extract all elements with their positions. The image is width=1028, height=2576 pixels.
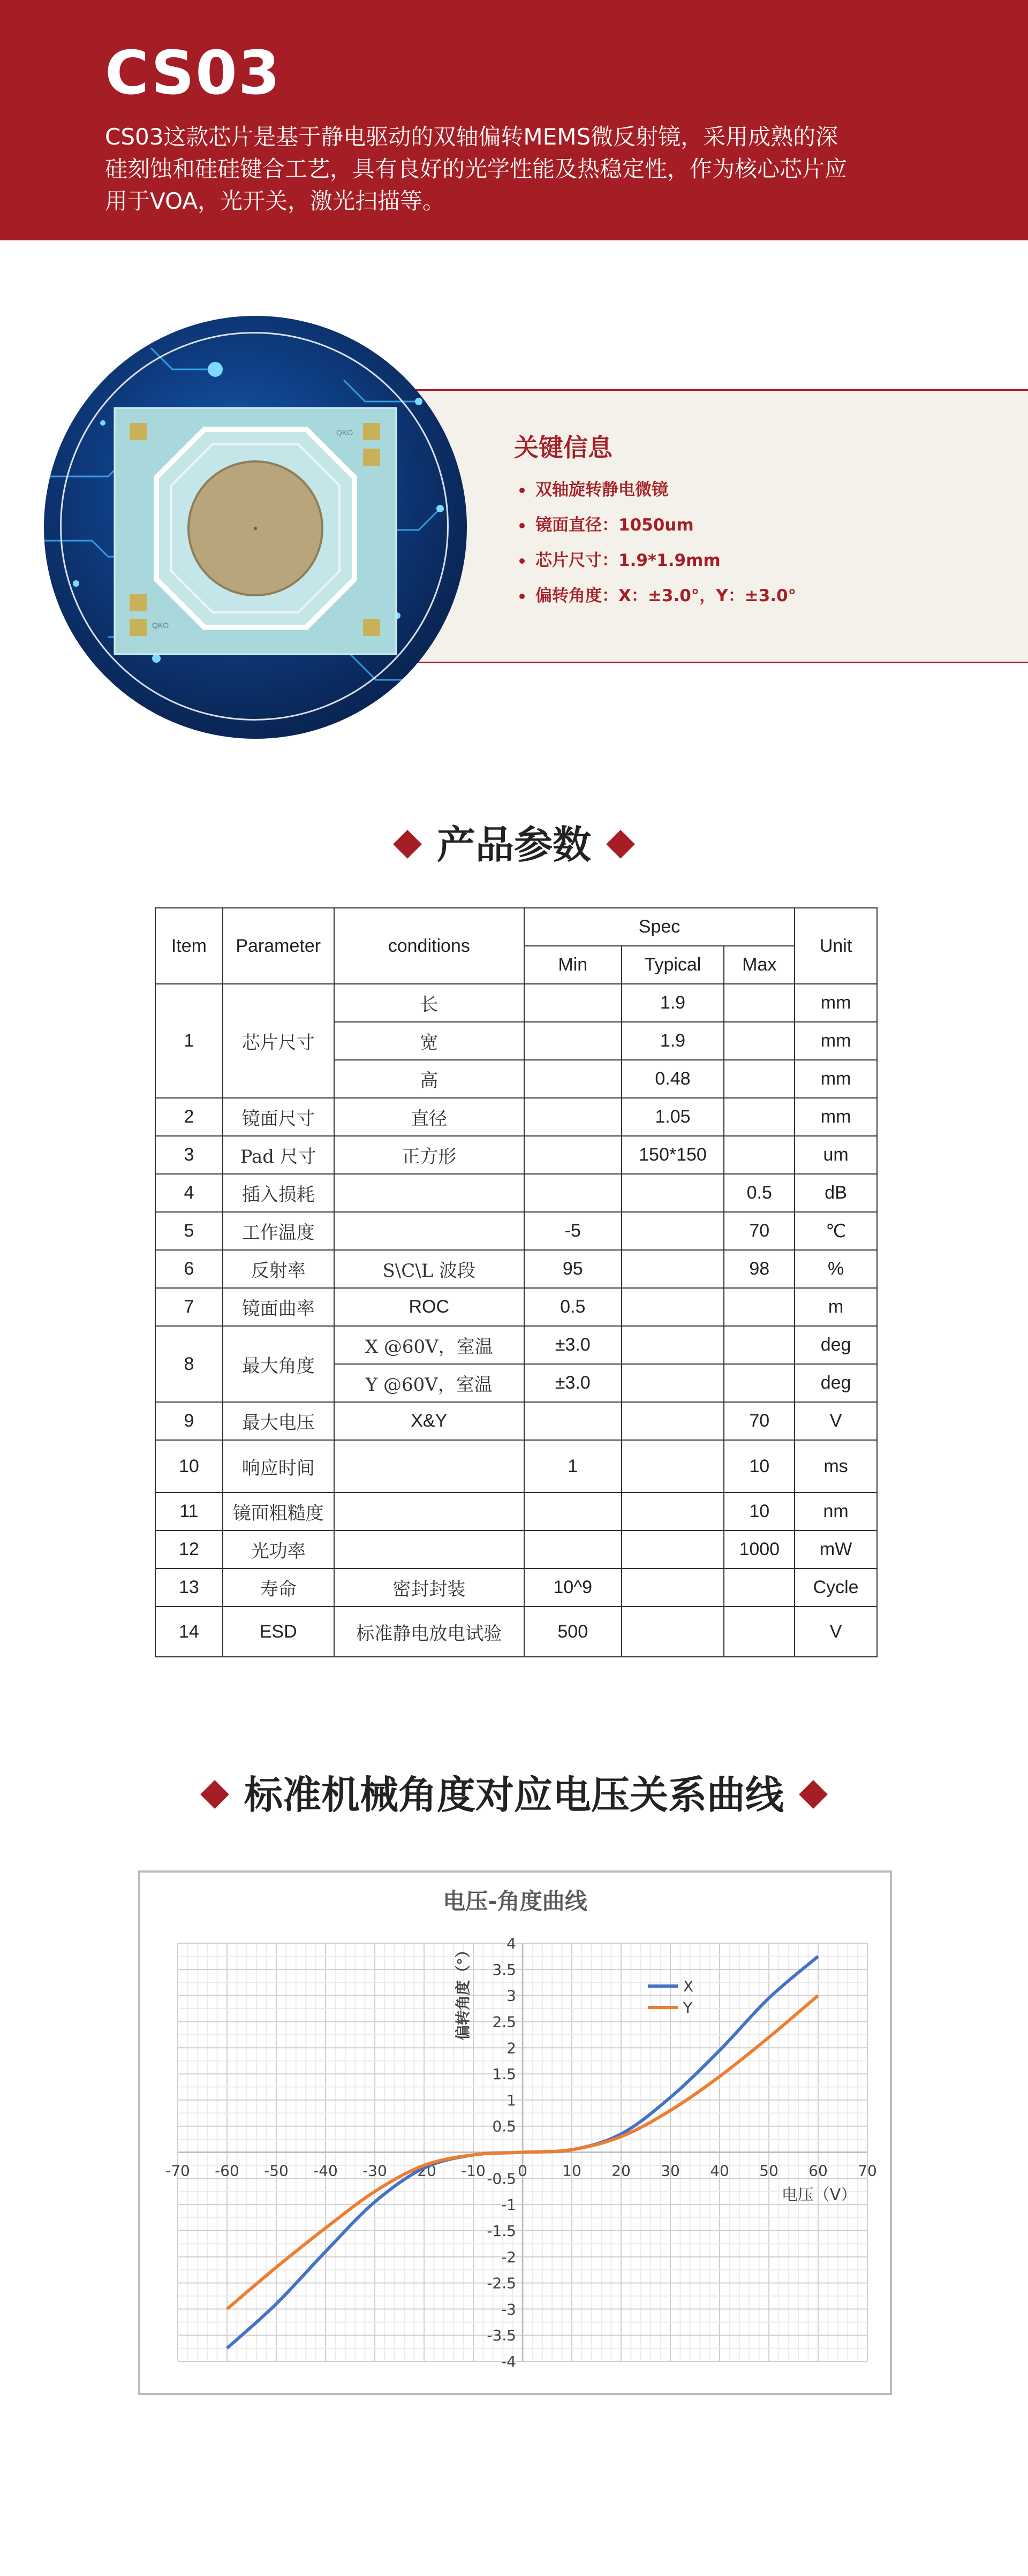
chart-canvas — [140, 1873, 890, 2393]
cell-item: 1 — [155, 984, 223, 1098]
cell-typical — [622, 1607, 724, 1657]
cell-item: 14 — [155, 1607, 223, 1657]
table-row — [155, 1402, 877, 1440]
cell-unit: Cycle — [795, 1569, 877, 1607]
key-info-item: 偏转角度：X：±3.0°，Y：±3.0° — [519, 582, 796, 618]
product-description: CS03这款芯片是基于静电驱动的双轴偏转MEMS微反射镜，采用成熟的深硅刻蚀和硅硅键合工艺，具有良好的光学性能及热稳定性，作为核心芯片应用于VOA，光开关，激光扫描等。 — [105, 124, 848, 214]
cell-conditions: 密封封装 — [334, 1569, 524, 1607]
cell-conditions — [334, 1531, 524, 1569]
y-tick-label: 1 — [507, 2091, 516, 2109]
cell-unit: % — [795, 1250, 877, 1288]
y-tick-label: -0.5 — [487, 2170, 516, 2188]
cell-unit: dB — [795, 1174, 877, 1212]
cell-typical — [622, 1402, 724, 1440]
cell-parameter: 寿命 — [223, 1569, 334, 1607]
cell-typical: 1.05 — [622, 1098, 724, 1136]
cell-max — [724, 984, 795, 1022]
curve-section-title: 标准机械角度对应电压关系曲线 — [244, 1772, 784, 1817]
x-tick-label: -20 — [412, 2162, 436, 2180]
cell-conditions: 标准静电放电试验 — [334, 1607, 524, 1657]
header-banner — [0, 0, 1028, 240]
cell-typical: 150*150 — [622, 1136, 724, 1174]
cell-max — [724, 1022, 795, 1060]
cell-item: 8 — [155, 1326, 223, 1402]
cell-typical — [622, 1531, 724, 1569]
cell-item: 12 — [155, 1531, 223, 1569]
cell-parameter: 镜面曲率 — [223, 1288, 334, 1326]
cell-unit: mm — [795, 984, 877, 1022]
header-typical: Typical — [622, 946, 724, 984]
cell-unit: deg — [795, 1364, 877, 1402]
chart-title: 电压-角度曲线 — [443, 1888, 587, 1914]
cell-unit: um — [795, 1136, 877, 1174]
cell-max — [724, 1364, 795, 1402]
cell-item: 9 — [155, 1402, 223, 1440]
cell-item: 5 — [155, 1212, 223, 1250]
table-row — [155, 1098, 877, 1136]
cell-typical — [622, 1364, 724, 1402]
cell-min — [524, 1492, 622, 1531]
cell-unit: deg — [795, 1326, 877, 1364]
table-row — [155, 984, 877, 1022]
cell-min: 10^9 — [524, 1569, 622, 1607]
y-tick-label: -3 — [501, 2300, 516, 2319]
cell-max: 0.5 — [724, 1174, 795, 1212]
cell-min: 0.5 — [524, 1288, 622, 1326]
cell-max: 70 — [724, 1402, 795, 1440]
x-tick-label: -50 — [264, 2162, 289, 2180]
cell-unit: V — [795, 1402, 877, 1440]
cell-unit: V — [795, 1607, 877, 1657]
cell-typical — [622, 1174, 724, 1212]
diamond-icon — [200, 1781, 229, 1809]
cell-typical — [622, 1288, 724, 1326]
cell-min: ±3.0 — [524, 1364, 622, 1402]
header-conditions: conditions — [334, 908, 524, 984]
cell-max — [724, 1136, 795, 1174]
table-row — [155, 1607, 877, 1657]
header-spec: Spec — [524, 908, 795, 946]
cell-max: 10 — [724, 1440, 795, 1492]
key-info-item: 芯片尺寸：1.9*1.9mm — [519, 547, 796, 582]
cell-parameter: 响应时间 — [223, 1440, 334, 1492]
cell-typical — [622, 1440, 724, 1492]
cell-item: 11 — [155, 1492, 223, 1531]
spec-table — [155, 907, 878, 1657]
cell-conditions — [334, 1492, 524, 1531]
y-tick-label: 4 — [507, 1935, 516, 1952]
cell-conditions: 直径 — [334, 1098, 524, 1136]
cell-parameter: 光功率 — [223, 1531, 334, 1569]
params-section-heading — [0, 814, 1028, 869]
legend-label-y: Y — [683, 1999, 693, 2017]
cell-unit: mW — [795, 1531, 877, 1569]
cell-parameter: ESD — [223, 1607, 334, 1657]
y-tick-label: 3.5 — [492, 1960, 516, 1979]
x-tick-label: -40 — [313, 2162, 338, 2180]
table-row — [155, 1212, 877, 1250]
diamond-icon — [799, 1781, 828, 1809]
cell-min — [524, 1136, 622, 1174]
header-max: Max — [724, 946, 795, 984]
cell-typical — [622, 1569, 724, 1607]
x-tick-label: 10 — [562, 2162, 581, 2180]
y-tick-label: -3.5 — [487, 2327, 516, 2345]
cell-item: 6 — [155, 1250, 223, 1288]
table-row — [155, 1250, 877, 1288]
cell-item: 2 — [155, 1098, 223, 1136]
table-header-row — [155, 908, 877, 946]
x-tick-label: 30 — [661, 2162, 680, 2180]
cell-unit: nm — [795, 1492, 877, 1531]
table-row — [155, 1569, 877, 1607]
cell-conditions — [334, 1440, 524, 1492]
y-tick-label: -1 — [501, 2196, 516, 2214]
y-axis-label: 偏转角度（°） — [454, 1942, 472, 2041]
header-unit: Unit — [795, 908, 877, 984]
cell-parameter: 插入损耗 — [223, 1174, 334, 1212]
curve-section-heading — [0, 1764, 1028, 1820]
cell-parameter: 镜面尺寸 — [223, 1098, 334, 1136]
cell-min — [524, 1022, 622, 1060]
cell-conditions: X&Y — [334, 1402, 524, 1440]
header-parameter: Parameter — [223, 908, 334, 984]
x-tick-label: -60 — [215, 2162, 239, 2180]
cell-max — [724, 1607, 795, 1657]
cell-max — [724, 1060, 795, 1098]
band-bottom-divider — [375, 662, 1028, 663]
table-row — [155, 1136, 877, 1174]
cell-max: 70 — [724, 1212, 795, 1250]
y-tick-label: -1.5 — [487, 2222, 516, 2240]
y-tick-label: -4 — [501, 2353, 516, 2370]
cell-parameter: 反射率 — [223, 1250, 334, 1288]
cell-min: 1 — [524, 1440, 622, 1492]
cell-parameter: 芯片尺寸 — [223, 984, 334, 1098]
y-tick-label: 2.5 — [492, 2013, 516, 2031]
cell-min — [524, 1531, 622, 1569]
x-tick-label: -70 — [165, 2162, 190, 2180]
header-item: Item — [155, 908, 223, 984]
cell-min — [524, 1098, 622, 1136]
cell-min — [524, 1402, 622, 1440]
chip-label-bottom: QKO — [152, 621, 169, 630]
y-tick-label: 1.5 — [492, 2065, 516, 2083]
x-tick-label: 60 — [808, 2162, 828, 2180]
cell-parameter: 最大角度 — [223, 1326, 334, 1402]
table-row — [155, 1440, 877, 1492]
cell-max: 10 — [724, 1492, 795, 1531]
key-info-title: 关键信息 — [514, 433, 613, 462]
cell-parameter: 镜面粗糙度 — [223, 1492, 334, 1531]
key-info-list — [519, 476, 796, 618]
x-tick-label: 50 — [759, 2162, 778, 2180]
cell-min: -5 — [524, 1212, 622, 1250]
cell-typical — [622, 1250, 724, 1288]
cell-item: 3 — [155, 1136, 223, 1174]
cell-item: 4 — [155, 1174, 223, 1212]
cell-typical: 1.9 — [622, 984, 724, 1022]
cell-max: 1000 — [724, 1531, 795, 1569]
cell-unit: mm — [795, 1098, 877, 1136]
cell-parameter: 工作温度 — [223, 1212, 334, 1250]
cell-max — [724, 1569, 795, 1607]
key-info-item: 双轴旋转静电微镜 — [519, 476, 796, 512]
y-tick-label: 2 — [507, 2039, 516, 2057]
x-tick-label: -30 — [362, 2162, 387, 2180]
band-top-divider — [375, 389, 1028, 391]
cell-typical — [622, 1492, 724, 1531]
cell-item: 10 — [155, 1440, 223, 1492]
cell-conditions — [334, 1174, 524, 1212]
cell-conditions: X @60V，室温 — [334, 1326, 524, 1364]
x-axis-label: 电压（V） — [781, 2186, 857, 2204]
cell-item: 13 — [155, 1569, 223, 1607]
cell-max — [724, 1326, 795, 1364]
cell-parameter: Pad 尺寸 — [223, 1136, 334, 1174]
cell-unit: m — [795, 1288, 877, 1326]
cell-parameter: 最大电压 — [223, 1402, 334, 1440]
table-row — [155, 1531, 877, 1569]
cell-conditions: Y @60V，室温 — [334, 1364, 524, 1402]
x-tick-label: 40 — [710, 2162, 729, 2180]
cell-max — [724, 1098, 795, 1136]
x-tick-label: 0 — [518, 2162, 527, 2180]
legend-label-x: X — [683, 1978, 694, 1995]
y-tick-label: 3 — [507, 1987, 516, 2005]
cell-min: ±3.0 — [524, 1326, 622, 1364]
voltage-angle-chart — [138, 1870, 892, 2395]
cell-conditions: 长 — [334, 984, 524, 1022]
diamond-icon — [393, 830, 422, 859]
key-info-item: 镜面直径：1050um — [519, 512, 796, 547]
cell-conditions: ROC — [334, 1288, 524, 1326]
cell-unit: mm — [795, 1060, 877, 1098]
cell-item: 7 — [155, 1288, 223, 1326]
cell-conditions: 正方形 — [334, 1136, 524, 1174]
cell-min: 95 — [524, 1250, 622, 1288]
cell-min: 500 — [524, 1607, 622, 1657]
product-title: CS03 — [105, 39, 281, 108]
cell-min — [524, 1174, 622, 1212]
cell-typical: 0.48 — [622, 1060, 724, 1098]
diamond-icon — [606, 830, 635, 859]
cell-typical: 1.9 — [622, 1022, 724, 1060]
x-tick-label: 20 — [611, 2162, 631, 2180]
cell-unit: ℃ — [795, 1212, 877, 1250]
table-row — [155, 1492, 877, 1531]
header-min: Min — [524, 946, 622, 984]
cell-max — [724, 1288, 795, 1326]
cell-conditions: 高 — [334, 1060, 524, 1098]
table-row — [155, 1174, 877, 1212]
cell-min — [524, 1060, 622, 1098]
chip-label-top: QKO — [336, 428, 353, 437]
chip-photo-ring — [60, 332, 449, 721]
params-section-title: 产品参数 — [436, 822, 591, 867]
table-row — [155, 1288, 877, 1326]
cell-conditions: 宽 — [334, 1022, 524, 1060]
cell-unit: ms — [795, 1440, 877, 1492]
x-tick-label: -10 — [461, 2162, 486, 2180]
cell-min — [524, 984, 622, 1022]
cell-unit: mm — [795, 1022, 877, 1060]
y-tick-label: 0.5 — [492, 2117, 516, 2135]
cell-conditions: S\C\L 波段 — [334, 1250, 524, 1288]
y-tick-label: -2.5 — [487, 2274, 516, 2292]
cell-conditions — [334, 1212, 524, 1250]
x-tick-label: 70 — [858, 2162, 877, 2180]
cell-max: 98 — [724, 1250, 795, 1288]
cell-typical — [622, 1212, 724, 1250]
cell-typical — [622, 1326, 724, 1364]
table-row — [155, 1326, 877, 1364]
y-tick-label: -2 — [501, 2248, 516, 2266]
